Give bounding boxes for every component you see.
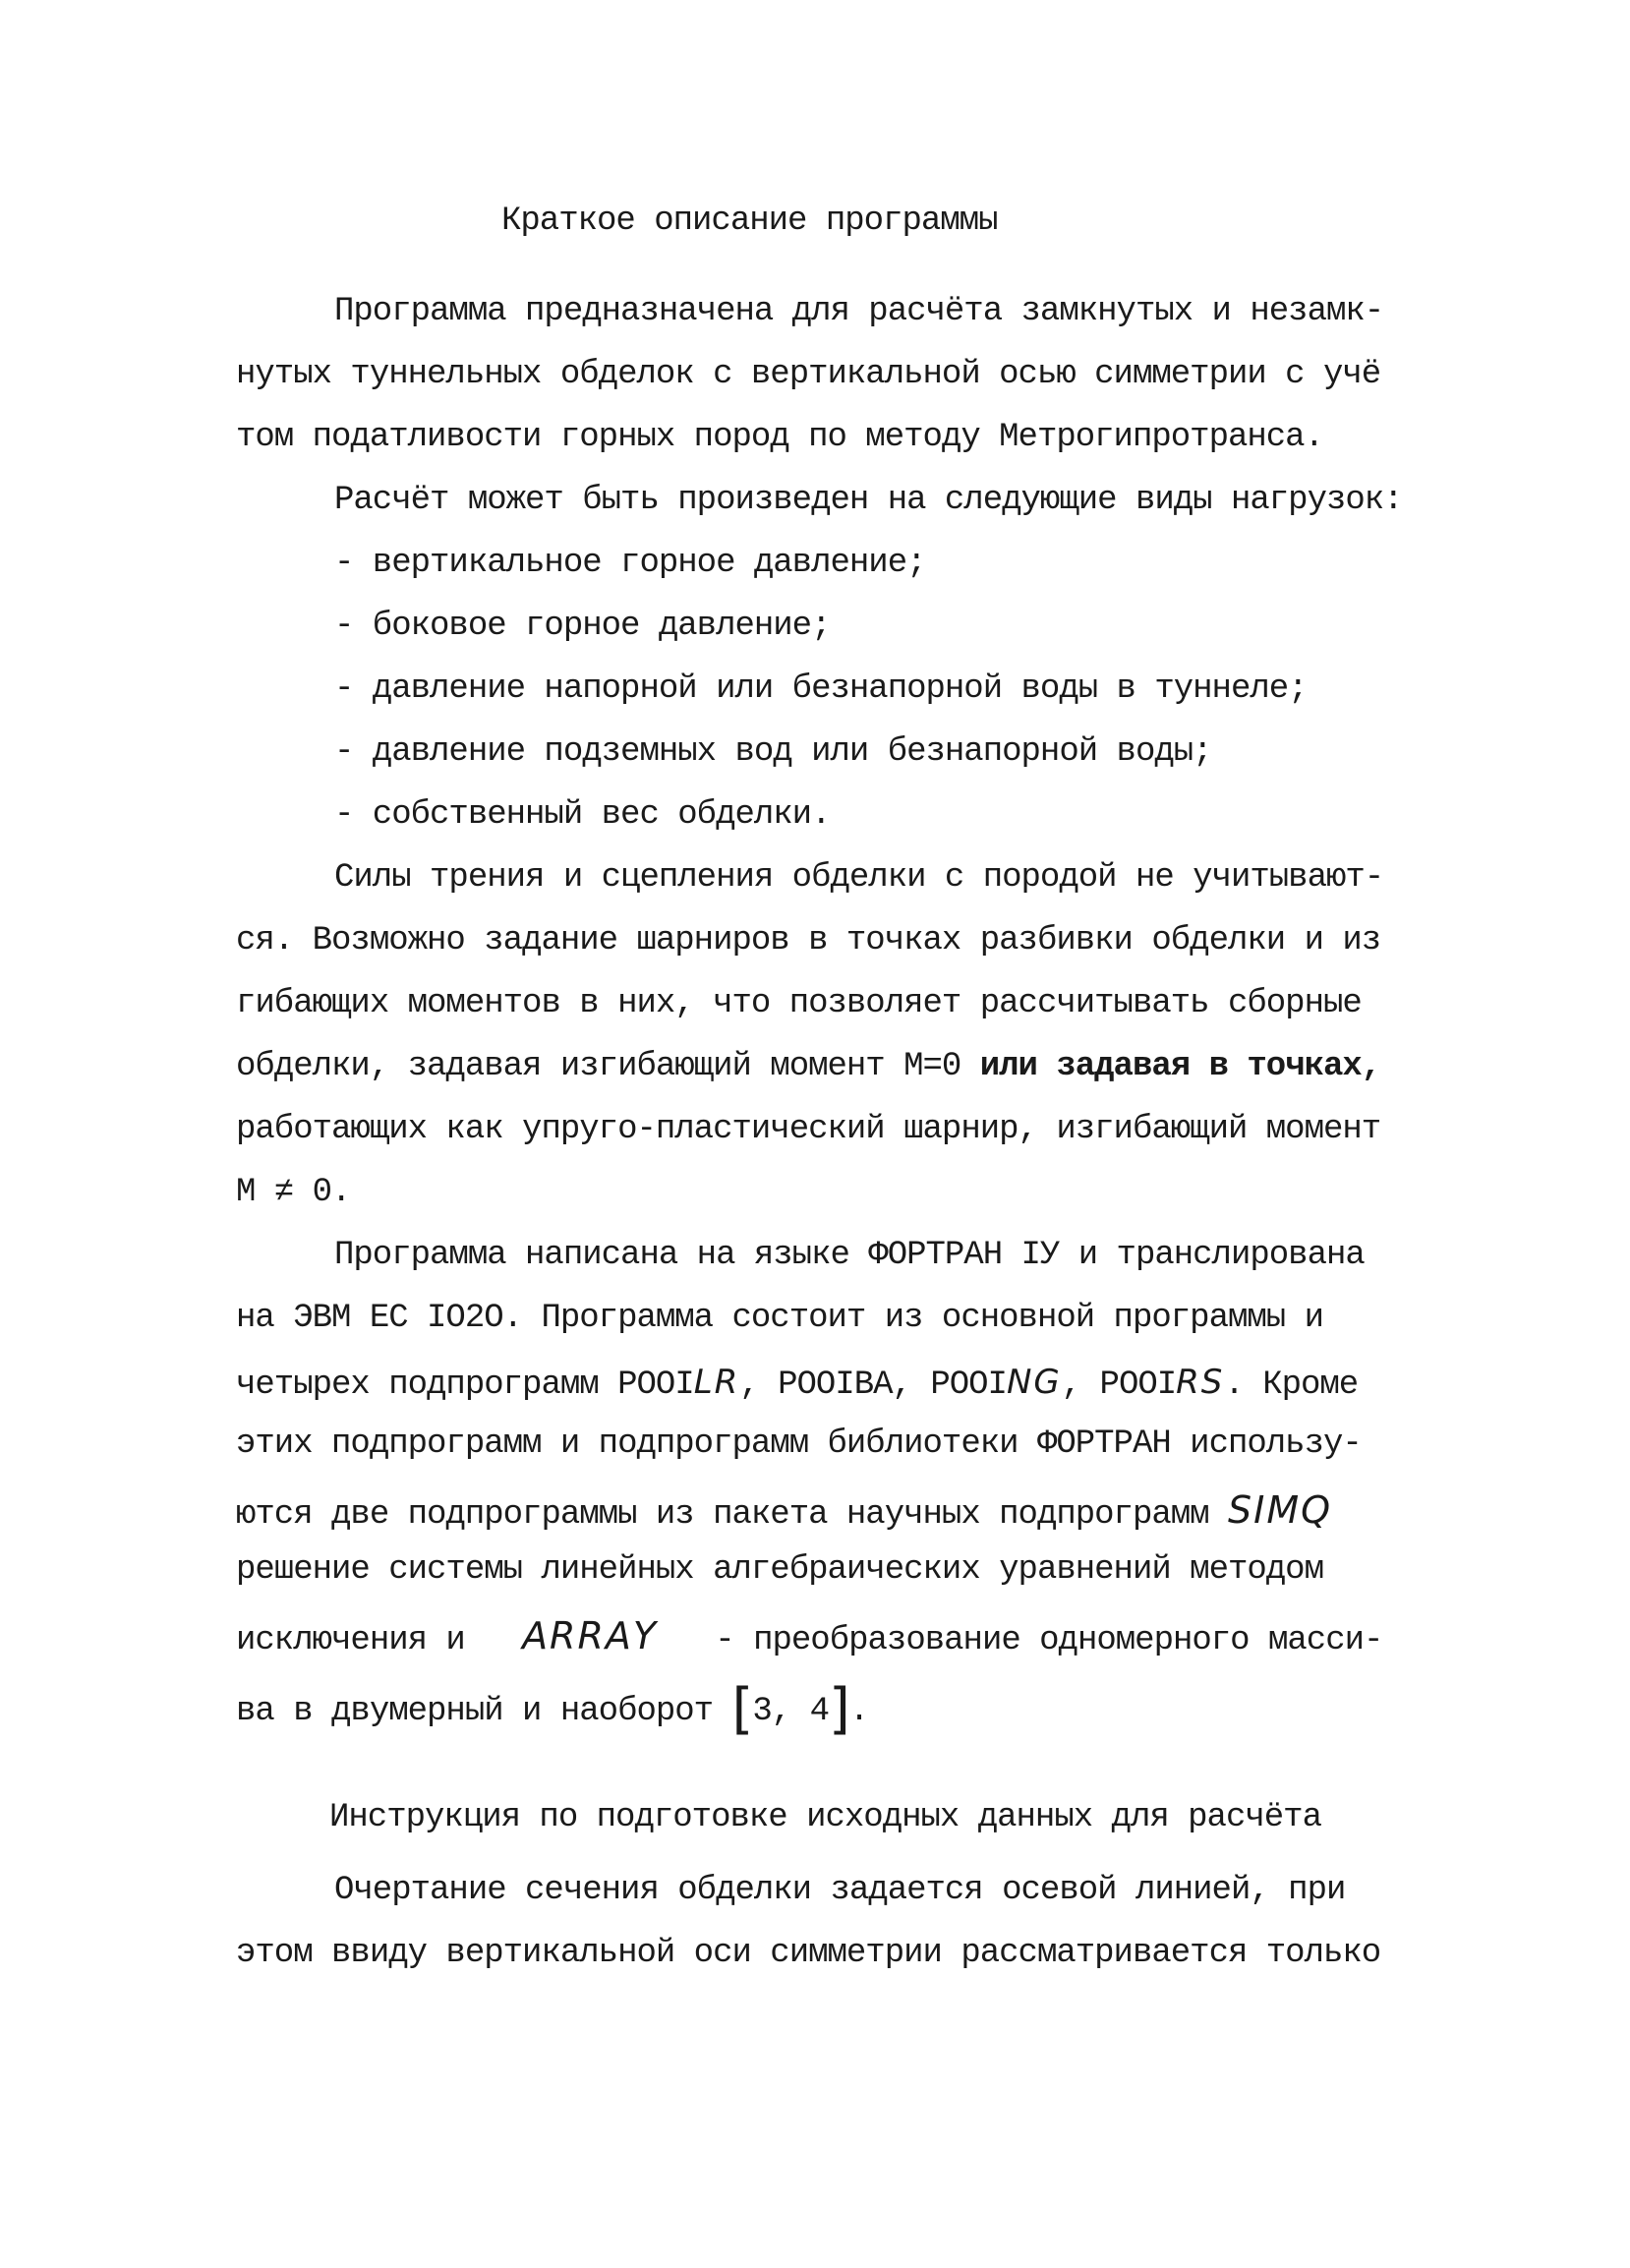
paragraph-line: Программа написана на языке ФОРТРАН IУ и транслирована xyxy=(334,1237,1365,1274)
paragraph-line: Силы трения и сцепления обделки с породой не учитывают- xyxy=(334,859,1384,897)
list-item: - собственный вес обделки. xyxy=(334,796,831,834)
section-heading-program-description: Краткое описание программы xyxy=(501,203,998,240)
subroutine-name: POOI xyxy=(1099,1367,1177,1404)
paragraph-line: Очертание сечения обделки задается осевой линией, при xyxy=(334,1872,1346,1909)
text-segment: . Кроме xyxy=(1224,1367,1359,1404)
bracket-open: [ xyxy=(731,1677,753,1741)
text-segment: обделки, задавая изгибающий момент М=0 xyxy=(236,1048,980,1085)
section-heading-input-instructions: Инструкция по подготовке исходных данных для расчёта xyxy=(329,1799,1321,1836)
text-segment: ва в двумерный и наоборот xyxy=(236,1693,732,1730)
bracket-close: ] xyxy=(828,1677,849,1741)
paragraph-line: М ≠ 0. xyxy=(236,1174,351,1211)
text-segment: ются две подпрограммы из пакета научных подпрограмм xyxy=(236,1496,1228,1534)
paragraph-line xyxy=(236,1614,1382,1659)
paragraph-line: работающих как упруго-пластический шарнир, изгибающий момент xyxy=(236,1111,1381,1148)
text-segment: . xyxy=(848,1693,869,1730)
paragraph-line: Программа предназначена для расчёта замкнутых и незамк- xyxy=(334,293,1384,330)
subroutine-name: POOI xyxy=(930,1367,1007,1404)
handwritten-text: LR xyxy=(693,1363,740,1402)
handwritten-text: ARRAY xyxy=(522,1614,659,1657)
paragraph-line: этих подпрограмм и подпрограмм библиотеки ФОРТРАН использу- xyxy=(236,1425,1362,1463)
paragraph-line xyxy=(236,1048,1380,1085)
emphasized-text: или задавая в точках, xyxy=(979,1048,1381,1085)
paragraph-line: гибающих моментов в них, что позволяет рассчитывать сборные xyxy=(236,985,1362,1022)
subroutine-name: POOIBA xyxy=(778,1367,893,1404)
list-item: - боковое горное давление; xyxy=(334,608,831,645)
text-segment: исключения и xyxy=(236,1622,485,1659)
paragraph-line xyxy=(236,1363,1358,1404)
reference-numbers: 3, 4 xyxy=(752,1693,829,1730)
handwritten-text: RS xyxy=(1176,1363,1225,1402)
text-segment: - преобразование одномерного масси- xyxy=(695,1622,1383,1659)
paragraph-line: этом ввиду вертикальной оси симметрии рассматривается только xyxy=(236,1935,1381,1972)
handwritten-text: SIMQ xyxy=(1227,1488,1333,1532)
paragraph-line: нутых туннельных обделок с вертикальной осью симметрии с учё xyxy=(236,356,1381,393)
paragraph-line: Расчёт может быть произведен на следующие виды нагрузок: xyxy=(334,482,1403,519)
paragraph-line: том податливости горных пород по методу Метрогипротранса. xyxy=(236,419,1323,456)
paragraph-line: ся. Возможно задание шарниров в точках разбивки обделки и из xyxy=(236,922,1381,960)
text-segment: , xyxy=(739,1367,779,1404)
list-item: - вертикальное горное давление; xyxy=(334,545,926,582)
list-item: - давление напорной или безнапорной воды в туннеле; xyxy=(334,670,1308,708)
list-item: - давление подземных вод или безнапорной воды; xyxy=(334,733,1212,771)
text-segment: , xyxy=(892,1367,931,1404)
paragraph-line: на ЭВМ ЕС IО2О. Программа состоит из основной программы и xyxy=(236,1300,1323,1337)
text-segment: четырех подпрограмм xyxy=(236,1367,618,1404)
subroutine-name: POOI xyxy=(617,1367,694,1404)
handwritten-text: NG xyxy=(1006,1363,1062,1402)
paragraph-line xyxy=(236,1677,868,1741)
text-segment: , xyxy=(1061,1367,1100,1404)
paragraph-line xyxy=(236,1488,1332,1534)
paragraph-line: решение системы линейных алгебраических уравнений методом xyxy=(236,1551,1323,1589)
